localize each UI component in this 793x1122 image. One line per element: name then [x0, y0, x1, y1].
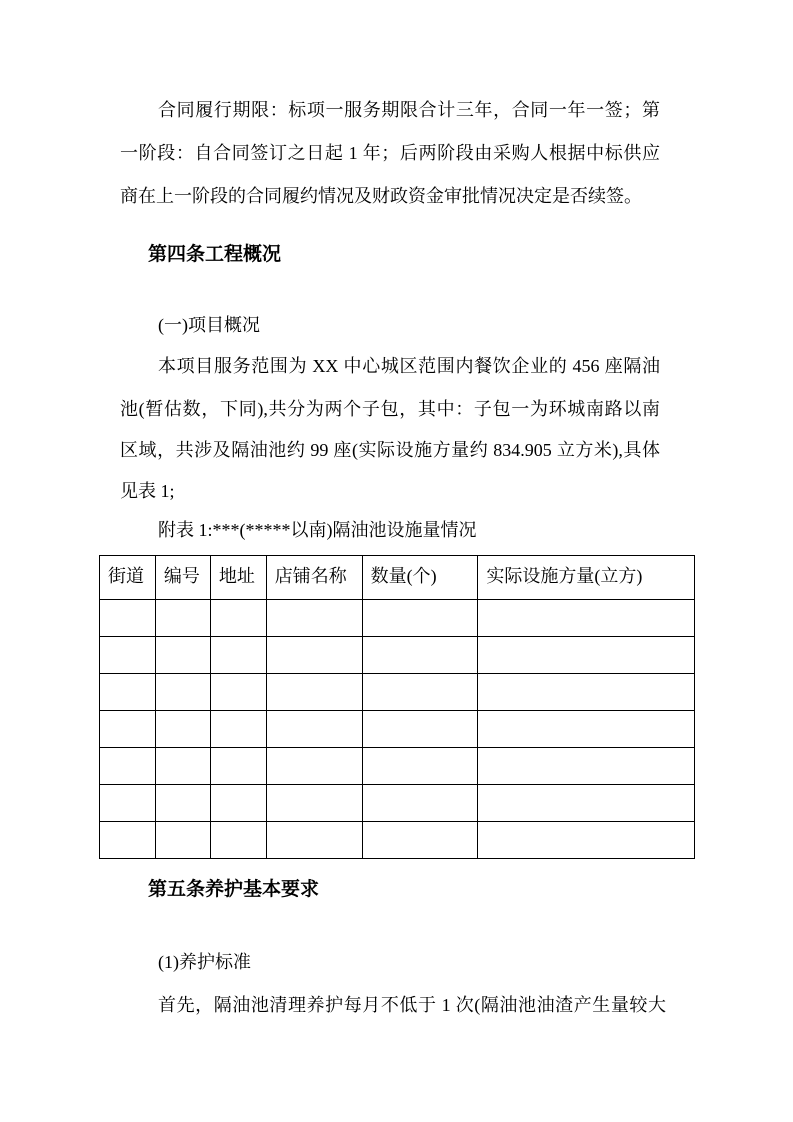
table-cell — [266, 748, 362, 785]
table-caption: 附表 1:***(*****以南)隔油池设施量情况 — [158, 520, 477, 540]
table-cell — [210, 600, 266, 637]
table-cell — [100, 785, 156, 822]
table-cell — [266, 637, 362, 674]
table-cell — [155, 748, 210, 785]
table-cell — [210, 637, 266, 674]
facility-table — [99, 555, 695, 859]
table-cell — [362, 600, 478, 637]
table-cell — [362, 711, 478, 748]
table-row — [100, 600, 695, 637]
table-cell — [478, 748, 695, 785]
table-cell — [478, 711, 695, 748]
table-cell — [210, 822, 266, 859]
header-cell: 街道 — [100, 556, 156, 600]
table-row — [100, 748, 695, 785]
table-cell — [266, 822, 362, 859]
table-cell — [478, 637, 695, 674]
section-5-subheading: (1)养护标准 — [158, 952, 251, 972]
table-cell — [478, 674, 695, 711]
table-cell — [362, 748, 478, 785]
header-cell: 店铺名称 — [266, 556, 362, 600]
text-line: 合同履行期限：标项一服务期限合计三年，合同一年一签；第 — [158, 100, 660, 120]
table-row — [100, 674, 695, 711]
table-cell — [266, 600, 362, 637]
header-cell: 数量(个) — [362, 556, 478, 600]
table-cell — [100, 637, 156, 674]
table-row — [100, 711, 695, 748]
table-cell — [478, 822, 695, 859]
table-cell — [100, 822, 156, 859]
table-row — [100, 785, 695, 822]
table-cell — [100, 711, 156, 748]
table-row — [100, 637, 695, 674]
table-cell — [155, 785, 210, 822]
table-cell — [210, 785, 266, 822]
section-5-heading: 第五条养护基本要求 — [148, 879, 320, 900]
table-cell — [210, 748, 266, 785]
table-row — [100, 822, 695, 859]
table-cell — [100, 748, 156, 785]
table-cell — [266, 674, 362, 711]
table-cell — [266, 785, 362, 822]
table-cell — [155, 711, 210, 748]
text-line: 见表 1; — [120, 481, 175, 501]
section-4-subheading: (一)项目概况 — [158, 315, 260, 335]
table-header-row — [100, 556, 695, 600]
table-cell — [478, 600, 695, 637]
text-line: 区域，共涉及隔油池约 99 座(实际设施方量约 834.905 立方米),具体 — [120, 440, 660, 460]
table-cell — [362, 822, 478, 859]
text-line: 一阶段：自合同签订之日起 1 年；后两阶段由采购人根据中标供应 — [120, 143, 660, 163]
table-cell — [100, 674, 156, 711]
text-line: 本项目服务范围为 XX 中心城区范围内餐饮企业的 456 座隔油 — [158, 356, 660, 376]
header-cell: 编号 — [155, 556, 210, 600]
text-line: 商在上一阶段的合同履约情况及财政资金审批情况决定是否续签。 — [120, 186, 642, 206]
table-cell — [155, 674, 210, 711]
table-cell — [362, 785, 478, 822]
table-cell — [362, 637, 478, 674]
table-cell — [100, 600, 156, 637]
table-cell — [210, 711, 266, 748]
table-cell — [155, 637, 210, 674]
table-cell — [266, 711, 362, 748]
table-cell — [155, 822, 210, 859]
section-4-heading: 第四条工程概况 — [148, 244, 282, 265]
table-cell — [155, 600, 210, 637]
table-cell — [210, 674, 266, 711]
table-cell — [478, 785, 695, 822]
text-line: 池(暂估数，下同),共分为两个子包，其中：子包一为环城南路以南 — [120, 399, 660, 419]
header-cell: 实际设施方量(立方) — [478, 556, 695, 600]
text-line: 首先，隔油池清理养护每月不低于 1 次(隔油池油渣产生量较大 — [158, 995, 666, 1015]
header-cell: 地址 — [210, 556, 266, 600]
table-cell — [362, 674, 478, 711]
